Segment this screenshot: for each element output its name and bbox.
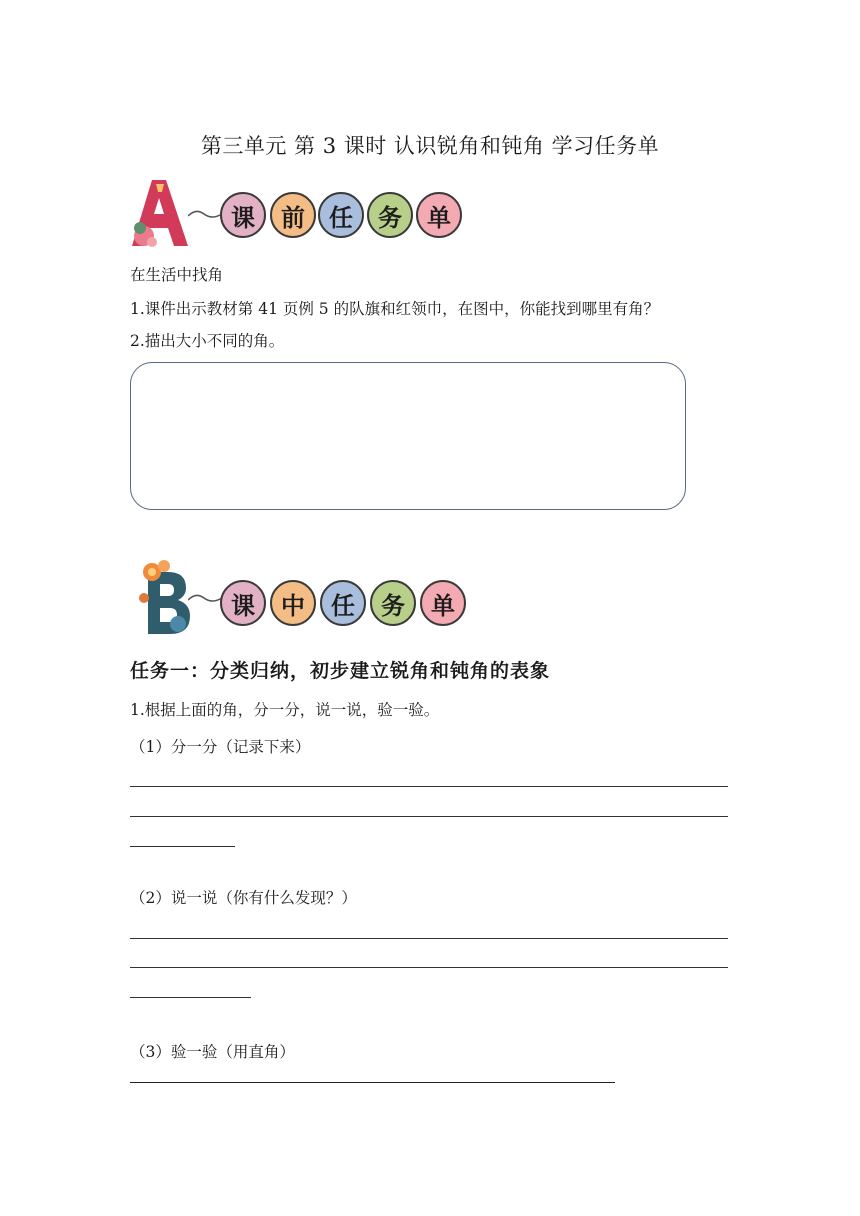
answer-line[interactable] [130, 967, 728, 968]
banner-pre-class [130, 178, 470, 250]
letter-a-decoration-icon [130, 178, 196, 250]
banner-char-1: 课 [220, 192, 266, 238]
banner-char-2: 中 [270, 580, 316, 626]
banner-char-3: 任 [318, 192, 364, 238]
answer-line[interactable] [130, 786, 728, 787]
pre-class-heading: 在生活中找角 [130, 266, 224, 284]
banner-char-1: 课 [220, 580, 266, 626]
task-1-instruction: 1.根据上面的角，分一分，说一说，验一验。 [130, 701, 440, 719]
banner-char-5: 单 [420, 580, 466, 626]
pre-class-item-2: 2.描出大小不同的角。 [130, 332, 285, 350]
pre-class-item-1: 1.课件出示教材第 41 页例 5 的队旗和红领巾，在图中，你能找到哪里有角？ [130, 300, 660, 318]
answer-line[interactable] [130, 846, 235, 847]
banner-char-3: 任 [320, 580, 366, 626]
banner-char-4: 务 [370, 580, 416, 626]
answer-line[interactable] [130, 938, 728, 939]
banner-in-class [130, 558, 475, 638]
answer-line[interactable] [130, 816, 728, 817]
task-1-sub-1: （1）分一分（记录下来） [130, 738, 311, 756]
task-1-sub-2: （2）说一说（你有什么发现？） [130, 889, 357, 907]
banner-char-2: 前 [270, 192, 316, 238]
connector-line [188, 208, 222, 220]
answer-line[interactable] [130, 997, 251, 998]
drawing-answer-box[interactable] [130, 362, 686, 510]
answer-line[interactable] [130, 1082, 615, 1083]
page-title: 第三单元 第 3 课时 认识锐角和钝角 学习任务单 [200, 134, 660, 158]
task-1-sub-3: （3）验一验（用直角） [130, 1043, 295, 1061]
banner-char-4: 务 [367, 192, 413, 238]
task-1-heading: 任务一：分类归纳，初步建立锐角和钝角的表象 [130, 660, 551, 682]
connector-line [188, 592, 222, 604]
banner-char-5: 单 [416, 192, 462, 238]
